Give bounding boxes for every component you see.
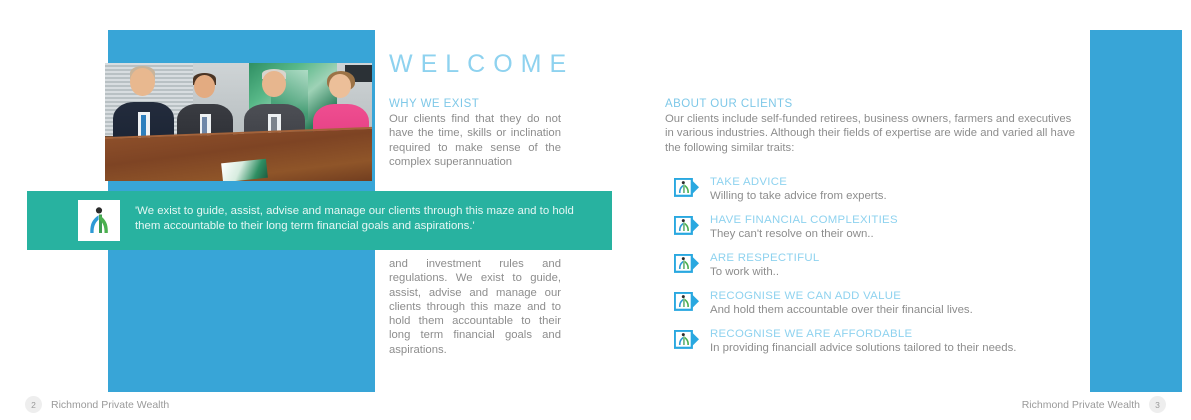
trait-title: TAKE ADVICE	[710, 176, 788, 188]
trait-title: RECOGNISE WE CAN ADD VALUE	[710, 290, 902, 302]
list-item	[665, 176, 1077, 204]
photo-person-1-head	[130, 68, 155, 96]
quote-text: 'We exist to guide, assist, advise and manage our clients through this maze and to hold them accountable to their long term financial goals and aspirations.'	[135, 205, 574, 232]
why-we-exist-continued	[389, 257, 561, 357]
about-our-clients-paragraph: Our clients include self-funded retirees, business owners, farmers and executives in various industries. Although their fields of expertise are wide and varied all have the following similar traits:	[665, 113, 1076, 154]
list-item	[665, 252, 1077, 280]
person-arrow-bullet-glyph	[674, 292, 700, 311]
trait-description: They can't resolve on their own..	[710, 228, 874, 240]
why-we-exist-paragraph-top: Our clients find that they do not have the time, skills or inclination required to make sense of the complex superannuation	[389, 113, 561, 168]
person-arrow-bullet-icon	[674, 178, 700, 197]
trait-title: ARE RESPECTIFUL	[710, 252, 820, 264]
list-item	[665, 290, 1077, 318]
quote-banner	[27, 191, 612, 250]
about-our-clients-section	[665, 98, 1077, 155]
person-arrow-bullet-glyph	[674, 178, 700, 197]
list-item	[665, 214, 1077, 242]
person-arrow-bullet-icon	[674, 216, 700, 235]
why-we-exist-label: WHY WE EXIST	[389, 98, 480, 110]
why-we-exist-section	[389, 98, 561, 169]
person-arrow-bullet-icon	[674, 330, 700, 349]
trait-title: HAVE FINANCIAL COMPLEXITIES	[710, 214, 898, 226]
team-photo	[105, 63, 372, 181]
about-our-clients-label: ABOUT OUR CLIENTS	[665, 98, 793, 110]
person-arrow-bullet-icon	[674, 254, 700, 273]
person-logo-icon	[78, 200, 120, 241]
footer-brand-left: Richmond Private Wealth	[51, 398, 170, 411]
trait-description: Willing to take advice from experts.	[710, 190, 887, 202]
photo-person-3-head	[262, 71, 285, 97]
list-item	[665, 328, 1077, 356]
client-traits-list	[665, 176, 1077, 356]
photo-person-2-head	[194, 75, 215, 99]
person-arrow-bullet-icon	[674, 292, 700, 311]
page-number-badge-left: 2	[25, 396, 42, 413]
team-photo-scene	[105, 63, 372, 181]
person-logo-glyph	[86, 207, 112, 234]
why-we-exist-paragraph-bottom: and investment rules and regulations. We exist to guide, assist, advise and manage our clients through this maze and to hold them accountable to their long term financial goals and aspirations.	[389, 258, 561, 356]
trait-title: RECOGNISE WE ARE AFFORDABLE	[710, 328, 913, 340]
trait-description: And hold them accountable over their financial lives.	[710, 304, 973, 316]
person-arrow-bullet-glyph	[674, 216, 700, 235]
photo-person-4-head	[329, 74, 351, 99]
page-number-badge-right: 3	[1149, 396, 1166, 413]
blue-panel-right	[1090, 30, 1182, 392]
person-arrow-bullet-glyph	[674, 254, 700, 273]
photo-brochure-on-table	[222, 159, 269, 181]
footer-brand-right: Richmond Private Wealth	[1021, 398, 1140, 411]
footer-left	[25, 396, 169, 413]
page-title: WELCOME	[389, 50, 575, 78]
trait-description: In providing financiall advice solutions tailored to their needs.	[710, 342, 1017, 354]
trait-description: To work with..	[710, 266, 779, 278]
footer-right	[1022, 396, 1166, 413]
person-arrow-bullet-glyph	[674, 330, 700, 349]
